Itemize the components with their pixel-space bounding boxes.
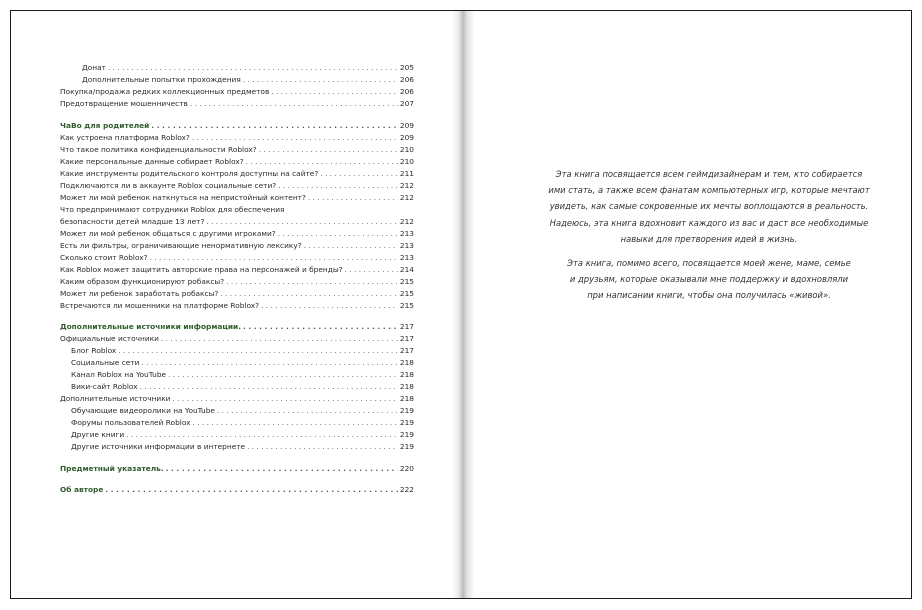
toc-page-number: 218 [399, 382, 414, 391]
toc-dot-leader [168, 369, 398, 381]
toc-entry-title: Что предпринимают сотрудники Roblox для обеспечения [60, 204, 285, 214]
toc-entry-title: Официальные источники [60, 334, 159, 343]
toc-dot-leader [192, 132, 398, 144]
toc-spacer [60, 110, 414, 120]
toc-section-heading [60, 484, 414, 496]
toc-page-number: 213 [399, 240, 414, 250]
dedication-line: ими стать, а также всем фанатам компьютерных игр, которые мечтают [548, 185, 870, 196]
toc-entry-title: Другие источники информации в интернете [71, 442, 246, 451]
toc-page-number: 215 [399, 276, 414, 286]
toc-spacer [60, 453, 414, 463]
dedication-line: Эта книга посвящается всем геймдизайнерам и тем, кто собирается [555, 169, 863, 179]
toc-entry [60, 62, 414, 74]
toc-entry [60, 204, 414, 216]
toc-entry [60, 156, 414, 168]
toc-entry [60, 144, 414, 156]
toc-dot-leader [220, 288, 398, 300]
toc-dot-leader [308, 192, 398, 204]
toc-dot-leader [243, 74, 398, 86]
toc-dot-leader [118, 345, 398, 357]
toc-entry [60, 86, 414, 98]
toc-page-number: 206 [399, 75, 414, 84]
toc-dot-leader [217, 405, 398, 417]
toc-section-heading [60, 120, 414, 132]
toc-dot-leader [304, 240, 398, 252]
dedication-line: навыки для претворения идей в жизнь. [620, 233, 798, 244]
toc-entry-title: Подключаются ли в аккаунте Roblox социальные сети? [60, 180, 277, 190]
toc-entry-title: Канал Roblox на YouTube [71, 370, 167, 379]
toc-dot-leader [151, 120, 398, 132]
toc-dot-leader [108, 62, 398, 74]
toc-dot-leader [261, 300, 398, 312]
toc-page-number: 212 [399, 216, 414, 226]
toc-dot-leader [246, 156, 398, 168]
toc-entry [60, 288, 414, 300]
toc-dot-leader [141, 357, 397, 369]
toc-entry-title: Сколько стоит Roblox? [60, 252, 148, 262]
toc-page-number: 219 [399, 406, 414, 415]
toc-section-heading [60, 321, 414, 333]
toc-entry [60, 192, 414, 204]
toc-entry-title: Есть ли фильтры, ограничивающие ненормативную лексику? [60, 240, 302, 250]
toc-dot-leader [226, 276, 398, 288]
toc-entry-title: Как Roblox может защитить авторские права на персонажей и бренды? [60, 264, 343, 274]
toc-entry [60, 393, 414, 405]
dedication-page [474, 11, 911, 598]
toc-spacer [60, 312, 414, 322]
toc-entry-title: Предметный указатель. [60, 463, 164, 473]
toc-dot-leader [140, 381, 398, 393]
table-of-contents [60, 62, 414, 496]
toc-entry [60, 345, 414, 357]
toc-page-number: 215 [399, 300, 414, 310]
toc-dot-leader [172, 393, 397, 405]
toc-entry [60, 441, 414, 453]
toc-dot-leader [271, 86, 398, 98]
toc-entry-title: безопасности детей младше 13 лет? [60, 216, 205, 226]
dedication-line: и друзьям, которые оказывали мне поддержку и вдохновляли [569, 274, 849, 285]
toc-page-number: 222 [399, 485, 414, 494]
toc-page-number: 209 [399, 120, 414, 130]
toc-entry [60, 429, 414, 441]
toc-page-number: 219 [399, 442, 414, 451]
toc-dot-leader [278, 228, 398, 240]
toc-entry [60, 252, 414, 264]
toc-page-number: 215 [399, 288, 414, 298]
toc-dot-leader [259, 144, 398, 156]
toc-entry [60, 333, 414, 345]
toc-spacer [60, 475, 414, 485]
toc-entry-title: Что такое политика конфиденциальности Roblox? [60, 144, 257, 154]
toc-dot-leader [150, 252, 398, 264]
toc-dot-leader [345, 264, 398, 276]
toc-page-number: 213 [399, 252, 414, 262]
toc-dot-leader [161, 333, 398, 345]
toc-page-number: 214 [399, 264, 414, 274]
book-spread [10, 10, 912, 599]
toc-entry [60, 132, 414, 144]
toc-page-number: 219 [399, 418, 414, 427]
toc-entry-title: Дополнительные попытки прохождения [82, 75, 241, 84]
toc-entry [60, 180, 414, 192]
toc-entry-title: Какие персональные данные собирает Roblox? [60, 156, 244, 166]
toc-entry-title: ЧаВо для родителей [60, 120, 150, 130]
dedication-paragraph-1 [504, 166, 912, 247]
toc-entry-title: Блог Roblox [71, 346, 117, 355]
toc-page-number: 206 [399, 87, 414, 96]
toc-page-number: 212 [399, 192, 414, 202]
toc-entry [60, 168, 414, 180]
toc-entry-title: Предотвращение мошенничеств [60, 99, 188, 108]
toc-dot-leader [243, 321, 398, 333]
toc-entry-title: Обучающие видеоролики на YouTube [71, 406, 215, 415]
toc-entry-title: Покупка/продажа редких коллекционных предметов [60, 87, 270, 96]
toc-page-number: 220 [399, 463, 414, 473]
toc-entry [60, 369, 414, 381]
toc-page-number: 211 [399, 168, 414, 178]
toc-page-number: 217 [399, 346, 414, 355]
toc-dot-leader [105, 484, 398, 496]
toc-page [11, 11, 458, 598]
toc-page-number: 218 [399, 370, 414, 379]
toc-dot-leader [320, 168, 398, 180]
toc-page-number: 210 [399, 144, 414, 154]
toc-page-number: 210 [399, 156, 414, 166]
toc-page-number: 217 [399, 334, 414, 343]
toc-entry [60, 381, 414, 393]
toc-entry-title: Может ли ребенок заработать робаксы? [60, 288, 219, 298]
toc-page-number: 205 [399, 63, 414, 72]
toc-dot-leader [278, 180, 398, 192]
toc-entry [60, 357, 414, 369]
toc-page-number: 218 [399, 394, 414, 403]
toc-entry [60, 417, 414, 429]
toc-entry [60, 276, 414, 288]
toc-entry-title: Встречаются ли мошенники на платформе Roblox? [60, 300, 260, 310]
toc-entry [60, 216, 414, 228]
toc-dot-leader [166, 463, 398, 475]
dedication-line: увидеть, как самые сокровенные их мечты воплощаются в реальность. [549, 201, 869, 212]
toc-page-number: 219 [399, 430, 414, 439]
toc-entry-title: Форумы пользователей Roblox [71, 418, 191, 427]
toc-dot-leader [247, 441, 398, 453]
toc-entry [60, 74, 414, 86]
toc-entry [60, 98, 414, 110]
toc-page-number: 209 [399, 132, 414, 142]
toc-dot-leader [126, 429, 398, 441]
toc-entry-title: Дополнительные источники информации. [60, 322, 242, 331]
toc-entry-title: Может ли мой ребенок наткнуться на непристойный контент? [60, 192, 306, 202]
toc-entry-title: Может ли мой ребенок общаться с другими игроками? [60, 228, 276, 238]
toc-page-number: 207 [399, 99, 414, 108]
toc-entry [60, 264, 414, 276]
toc-page-number: 212 [399, 180, 414, 190]
toc-entry [60, 240, 414, 252]
dedication-line: Надеюсь, эта книга вдохновит каждого из вас и даст все необходимые [549, 217, 869, 228]
toc-page-number: 213 [399, 228, 414, 238]
toc-page-number: 217 [399, 322, 414, 331]
toc-section-heading [60, 463, 414, 475]
toc-entry-title: Дополнительные источники [60, 394, 171, 403]
toc-entry [60, 228, 414, 240]
toc-page-number: 218 [399, 358, 414, 367]
dedication-paragraph-2 [504, 255, 912, 304]
toc-dot-leader [193, 417, 398, 429]
toc-entry [60, 300, 414, 312]
toc-dot-leader [206, 216, 398, 228]
toc-entry-title: Об авторе [60, 485, 104, 494]
toc-entry-title: Как устроена платформа Roblox? [60, 132, 190, 142]
dedication-line: Эта книга, помимо всего, посвящается моей жене, маме, семье [567, 258, 851, 268]
toc-entry-title: Какие инструменты родительского контроля доступны на сайте? [60, 168, 319, 178]
book-gutter [452, 11, 474, 598]
toc-entry-title: Каким образом функционируют робаксы? [60, 276, 225, 286]
toc-entry-title: Другие книги [71, 430, 125, 439]
dedication-line: при написании книги, чтобы она получилась «живой». [587, 290, 831, 301]
toc-entry-title: Донат [82, 63, 106, 72]
toc-entry-title: Вики-сайт Roblox [71, 382, 138, 391]
toc-entry [60, 405, 414, 417]
toc-entry-title: Социальные сети [71, 358, 140, 367]
toc-dot-leader [190, 98, 398, 110]
